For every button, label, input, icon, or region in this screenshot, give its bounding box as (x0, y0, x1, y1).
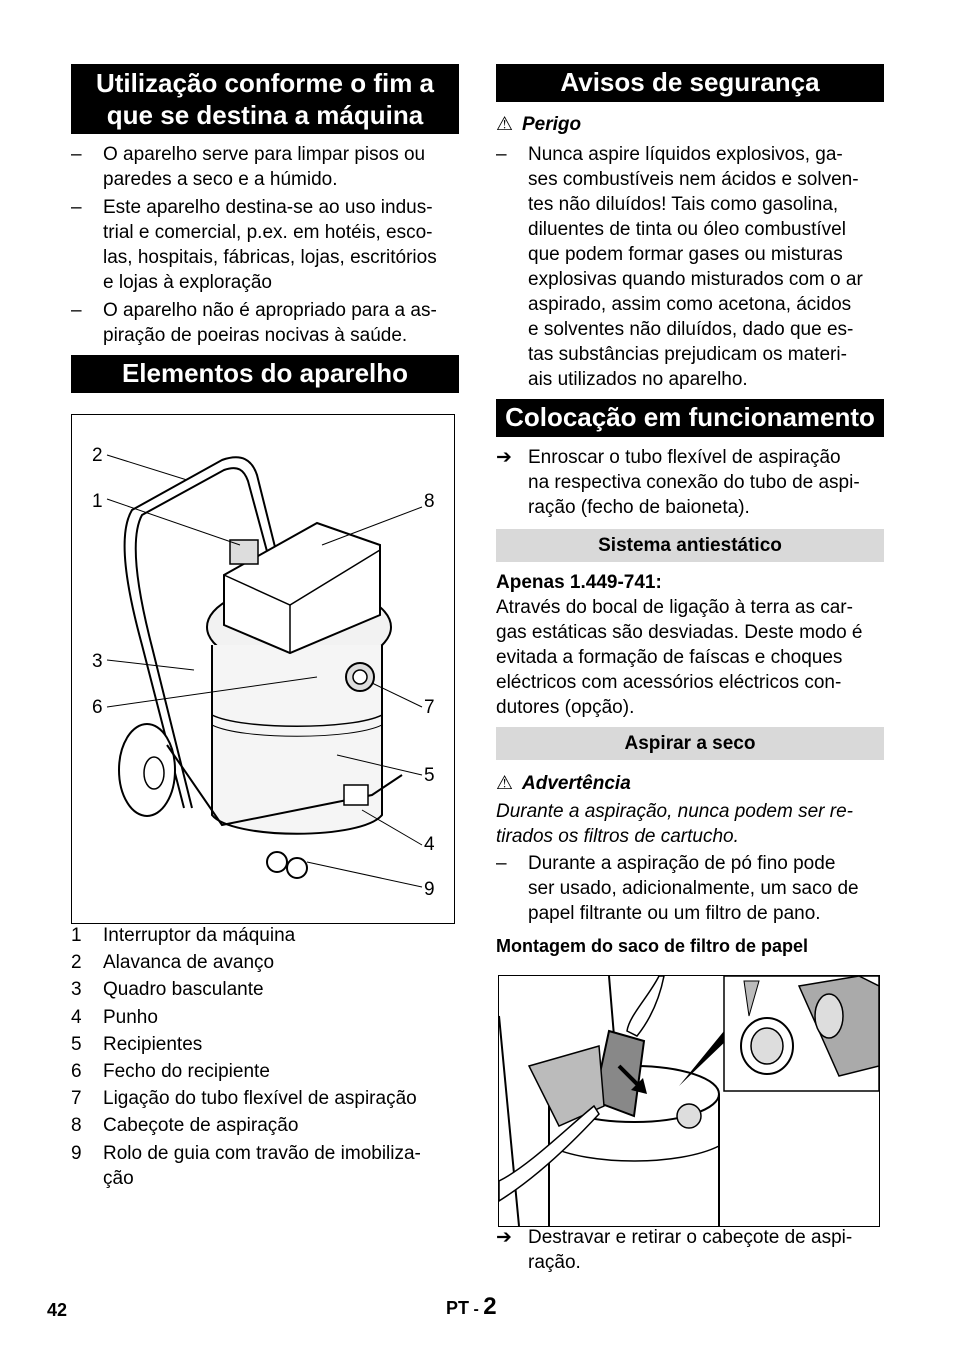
mount-title: Montagem do saco de filtro de papel (496, 936, 809, 956)
callout-9: 9 (424, 879, 435, 900)
heading-line-2: que se destina a máquina (106, 100, 424, 130)
warning-triangle-icon: ⚠ (496, 773, 514, 794)
danger-line: tes não diluídos! Tais como gasolina, (528, 194, 839, 215)
list-item-line: piração de poeiras nocivas à saúde. (103, 325, 408, 346)
warning-label (496, 771, 631, 796)
dash-bullet: – (496, 853, 507, 874)
heading-text: Elementos do aparelho (121, 358, 409, 388)
legend-text: Recipientes (103, 1033, 203, 1055)
legend-number: 8 (71, 1115, 82, 1137)
danger-line: diluentes de tinta ou óleo combustível (528, 219, 846, 240)
callout-2: 2 (92, 445, 103, 466)
legend-text: Rolo de guia com travão de imobiliza- (103, 1142, 421, 1164)
step-line: ração (fecho de baioneta). (528, 497, 750, 518)
legend-number: 7 (71, 1088, 82, 1110)
list-item-line: las, hospitais, fábricas, lojas, escritórios (103, 247, 437, 268)
subheading-dry (496, 727, 884, 760)
footer-sep: - (473, 1301, 479, 1318)
dash-bullet: – (496, 144, 507, 165)
arrow-right-icon: ➔ (496, 447, 512, 468)
warning-triangle-icon: ⚠ (496, 114, 514, 135)
callout-5: 5 (424, 765, 435, 786)
legend-number: 6 (71, 1061, 82, 1082)
vacuum-illustration (72, 415, 454, 923)
subheading-antistatic (496, 529, 884, 562)
danger-text: Perigo (522, 114, 582, 135)
heading-text: Avisos de segurança (560, 67, 820, 97)
danger-line: e solventes não diluídos, dado que es- (528, 319, 854, 340)
section-heading-startup (496, 399, 884, 437)
paragraph-line: dutores (opção). (496, 697, 635, 718)
list-item-line: Durante a aspiração de pó fino pode (528, 853, 836, 874)
warning-line: tirados os filtros de cartucho. (496, 826, 739, 847)
legend-number: 9 (71, 1142, 82, 1164)
legend-text: Cabeçote de aspiração (103, 1115, 299, 1137)
danger-line: explosivas quando misturados com o ar (528, 269, 863, 290)
danger-line: que podem formar gases ou misturas (528, 244, 843, 265)
footer-page-number: 42 (47, 1300, 68, 1320)
danger-line: ses combustíveis nem ácidos e solven- (528, 169, 859, 190)
paragraph-line: gas estáticas são desviadas. Deste modo é (496, 622, 863, 643)
list-item-line: O aparelho serve para limpar pisos ou (103, 144, 426, 165)
list-item-line: paredes a seco e a húmido. (103, 169, 338, 190)
paragraph-line: Através do bocal de ligação à terra as car- (496, 597, 853, 618)
legend-text: Interruptor da máquina (103, 925, 296, 946)
callout-8: 8 (424, 491, 435, 512)
legend-text: Quadro basculante (103, 979, 264, 1001)
paragraph-line: evitada a formação de faíscas e choques (496, 647, 843, 668)
callout-6: 6 (92, 697, 103, 718)
legend-number: 1 (71, 925, 82, 946)
danger-line: Nunca aspire líquidos explosivos, ga- (528, 144, 843, 165)
danger-label (496, 112, 581, 137)
section-heading-elements (71, 355, 459, 393)
warning-line: Durante a aspiração, nunca podem ser re- (496, 801, 853, 822)
footer-page: 2 (483, 1293, 497, 1320)
legend-text: ção (103, 1167, 134, 1189)
step-line: na respectiva conexão do tubo de aspi- (528, 472, 860, 493)
legend-text: Ligação do tubo flexível de aspiração (103, 1088, 417, 1110)
callout-4: 4 (424, 834, 435, 855)
list-item-line: O aparelho não é apropriado para a as- (103, 300, 437, 321)
list-item-line: Este aparelho destina-se ao uso indus- (103, 197, 433, 218)
legend-text: Alavanca de avanço (103, 952, 275, 974)
section-heading-intended-use (71, 64, 459, 134)
subheading-text: Aspirar a seco (624, 733, 756, 754)
antistatic-only-label: Apenas 1.449-741: (496, 572, 662, 593)
danger-line: aspirado, assim como acetona, ácidos (528, 294, 852, 315)
list-item-line: e lojas à exploração (103, 272, 272, 293)
legend-text: Fecho do recipiente (103, 1061, 270, 1082)
callout-7: 7 (424, 697, 435, 718)
legend-number: 4 (71, 1006, 82, 1028)
legend-number: 5 (71, 1033, 82, 1055)
dash-bullet: – (71, 197, 82, 218)
dash-bullet: – (71, 144, 82, 165)
callout-3: 3 (92, 651, 103, 672)
list-item-line: papel filtrante ou um filtro de pano. (528, 903, 821, 924)
section-heading-safety (496, 64, 884, 102)
device-figure (71, 414, 455, 924)
warning-text: Advertência (522, 773, 631, 794)
legend-number: 2 (71, 952, 82, 974)
heading-text: Colocação em funcionamento (505, 402, 875, 432)
legend-number: 3 (71, 979, 82, 1001)
step-line: Enroscar o tubo flexível de aspiração (528, 447, 841, 468)
step-line: Destravar e retirar o cabeçote de aspi- (528, 1227, 853, 1248)
heading-line-1: Utilização conforme o fim a (95, 68, 435, 98)
subheading-text: Sistema antiestático (598, 535, 782, 556)
callout-1: 1 (92, 491, 103, 512)
legend-text: Punho (103, 1006, 158, 1028)
danger-line: ais utilizados no aparelho. (528, 369, 748, 390)
dash-bullet: – (71, 300, 82, 321)
footer-page-label (446, 1293, 497, 1321)
filter-bag-illustration (499, 976, 879, 1226)
list-item-line: trial e comercial, p.ex. em hotéis, esco- (103, 222, 433, 243)
danger-line: tas substâncias prejudicam os materi- (528, 344, 847, 365)
filter-bag-figure (498, 975, 880, 1227)
step-line: ração. (528, 1252, 581, 1273)
arrow-right-icon: ➔ (496, 1227, 512, 1248)
footer-lang: PT (446, 1298, 470, 1318)
paragraph-line: eléctricos com acessórios eléctricos con- (496, 672, 842, 693)
list-item-line: ser usado, adicionalmente, um saco de (528, 878, 859, 899)
